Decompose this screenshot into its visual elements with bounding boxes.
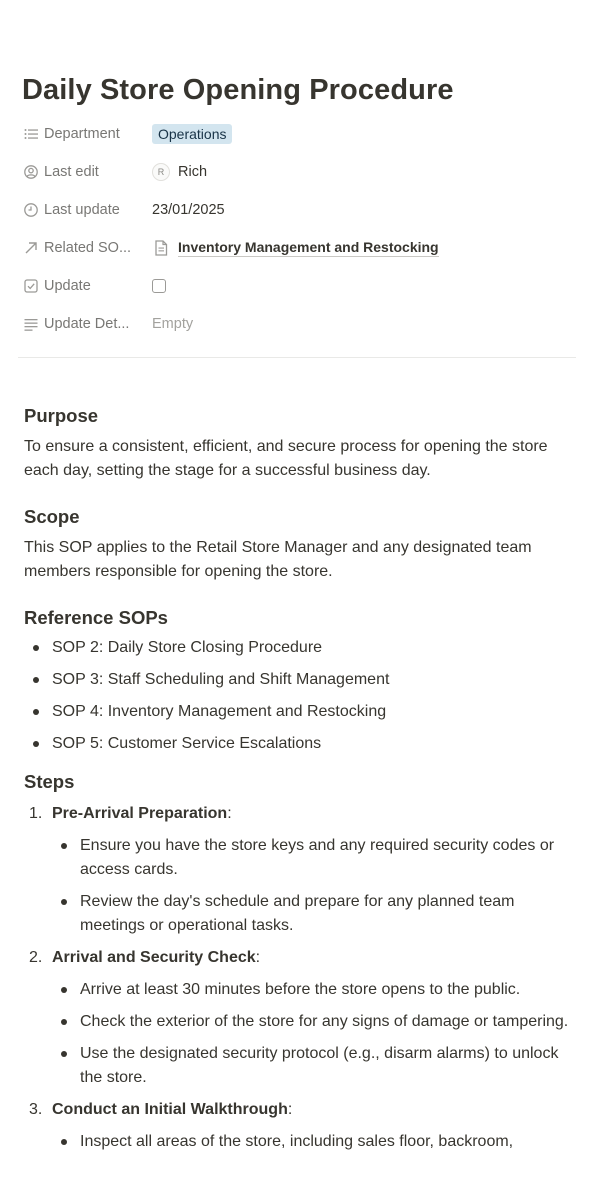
property-last-edit[interactable]	[18, 153, 576, 191]
step-number: 1.	[29, 805, 43, 822]
property-value[interactable]	[152, 202, 225, 218]
list-item[interactable]: SOP 3: Staff Scheduling and Shift Management	[24, 668, 574, 692]
step-suffix: :	[287, 1101, 293, 1118]
property-key-label: Last update	[44, 202, 120, 218]
property-update[interactable]	[18, 267, 576, 305]
property-value[interactable]	[152, 163, 207, 181]
property-key-label: Last edit	[44, 164, 99, 180]
update-details-empty[interactable]: Empty	[152, 316, 194, 332]
list-item[interactable]: SOP 2: Daily Store Closing Procedure	[24, 636, 574, 660]
bullet-list	[52, 1130, 574, 1154]
list-item[interactable]: Check the exterior of the store for any signs of damage or tampering.	[52, 1010, 574, 1034]
step-suffix: :	[255, 949, 261, 966]
step-item[interactable]	[24, 1098, 574, 1154]
property-key-label: Update	[44, 278, 91, 294]
last-update-date: 23/01/2025	[152, 202, 225, 218]
related-sop-link[interactable]: Inventory Management and Restocking	[178, 239, 439, 255]
properties-panel	[18, 115, 576, 343]
property-key[interactable]	[18, 164, 148, 180]
property-update-details[interactable]	[18, 305, 576, 343]
section-purpose	[24, 402, 574, 483]
step-number: 2.	[29, 949, 43, 966]
step-item[interactable]	[24, 946, 574, 1090]
property-key[interactable]	[18, 278, 148, 294]
page-content	[24, 402, 574, 1174]
step-number: 3.	[29, 1101, 43, 1118]
step-title: Conduct an Initial Walkthrough	[52, 1101, 288, 1118]
clock-icon	[24, 203, 38, 217]
document-icon	[152, 239, 170, 257]
property-value[interactable]	[152, 316, 193, 332]
list-item[interactable]: Review the day's schedule and prepare for any planned team meetings or operational tasks.	[52, 890, 574, 938]
bullet-list	[24, 636, 574, 756]
list-item[interactable]: SOP 4: Inventory Management and Restocking	[24, 700, 574, 724]
property-department[interactable]	[18, 115, 576, 153]
list-item[interactable]: Use the designated security protocol (e.g., disarm alarms) to unlock the store.	[52, 1042, 574, 1090]
property-key[interactable]	[18, 126, 148, 142]
section-heading[interactable]: Purpose	[24, 405, 99, 426]
step-item[interactable]	[24, 802, 574, 938]
numbered-list	[24, 802, 574, 1154]
property-key[interactable]	[18, 202, 148, 218]
paragraph[interactable]: This SOP applies to the Retail Store Manager and any designated team members responsible for opening the store.	[24, 539, 532, 580]
property-related-sop[interactable]	[18, 229, 576, 267]
property-key-label: Related SO...	[44, 240, 132, 256]
list-icon	[24, 127, 38, 141]
property-value[interactable]	[152, 124, 232, 144]
list-item[interactable]: Ensure you have the store keys and any required security codes or access cards.	[52, 834, 574, 882]
list-item[interactable]: Inspect all areas of the store, including sales floor, backroom,	[52, 1130, 574, 1154]
section-heading[interactable]: Scope	[24, 506, 80, 527]
user-circle-icon	[24, 165, 38, 179]
section-scope	[24, 503, 574, 584]
property-key[interactable]	[18, 240, 148, 256]
list-item[interactable]: Arrive at least 30 minutes before the store opens to the public.	[52, 978, 574, 1002]
section-reference-sops	[24, 604, 574, 756]
property-key-label: Update Det...	[44, 316, 130, 332]
avatar: R	[152, 163, 170, 181]
arrow-up-right-icon	[24, 241, 38, 255]
property-key[interactable]	[18, 316, 148, 332]
department-tag[interactable]: Operations	[152, 124, 232, 144]
step-title: Pre-Arrival Preparation	[52, 805, 228, 822]
text-lines-icon	[24, 317, 38, 331]
property-value[interactable]	[152, 279, 166, 293]
section-heading[interactable]: Reference SOPs	[24, 607, 168, 628]
property-last-update[interactable]	[18, 191, 576, 229]
checkbox-icon	[24, 279, 38, 293]
divider	[18, 357, 576, 358]
property-key-label: Department	[44, 126, 120, 142]
list-item[interactable]: SOP 5: Customer Service Escalations	[24, 732, 574, 756]
paragraph[interactable]: To ensure a consistent, efficient, and secure process for opening the store each day, setting the stage for a successful business day.	[24, 438, 548, 479]
bullet-list	[52, 978, 574, 1090]
bullet-list	[52, 834, 574, 938]
property-value[interactable]	[152, 239, 439, 257]
step-suffix: :	[227, 805, 232, 822]
last-edit-user: Rich	[178, 164, 208, 180]
section-heading[interactable]: Steps	[24, 771, 75, 792]
section-steps	[24, 768, 574, 1154]
update-checkbox[interactable]	[152, 279, 166, 293]
step-title: Arrival and Security Check	[52, 949, 256, 966]
page-title[interactable]: Daily Store Opening Procedure	[22, 74, 454, 106]
